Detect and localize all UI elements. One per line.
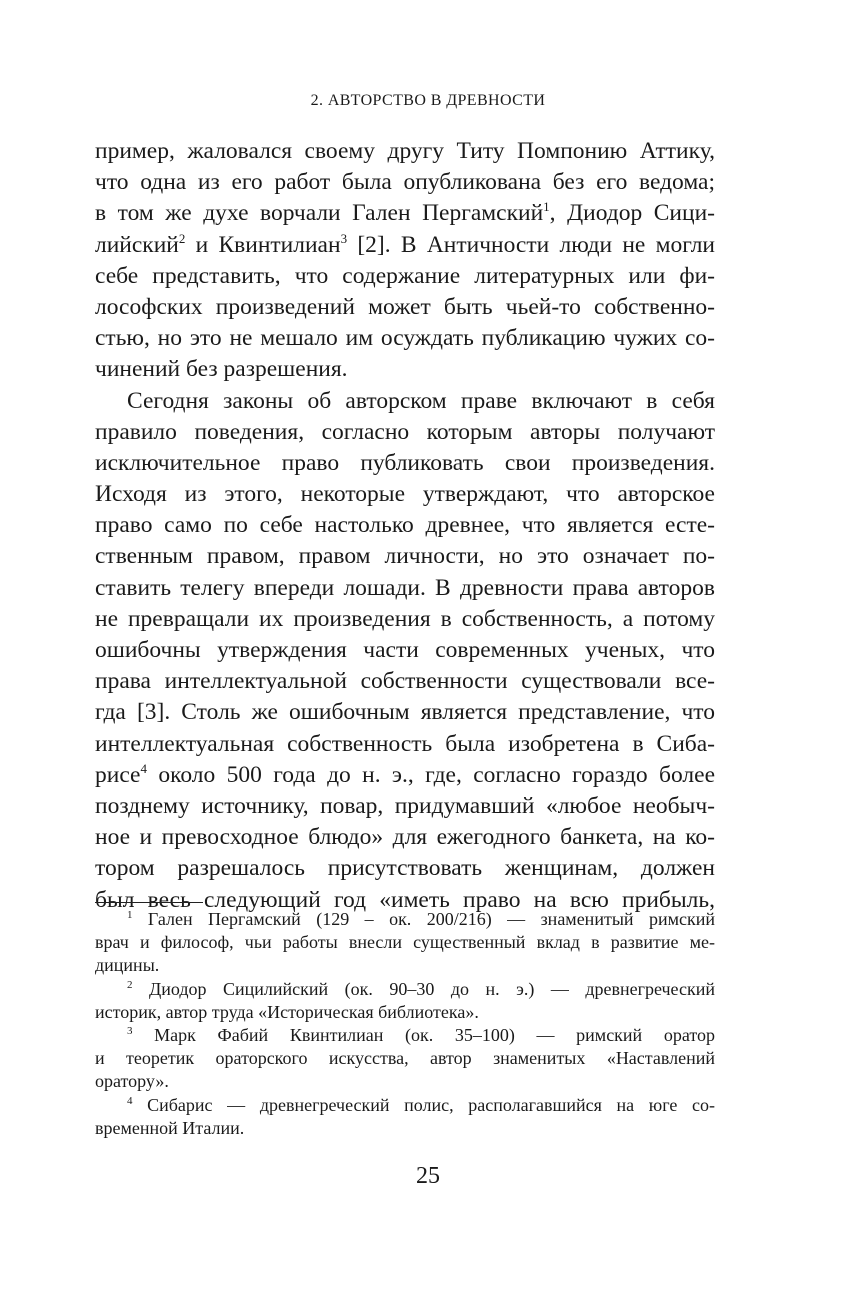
text-line: был весь следующий год «иметь право на всю прибыль, [95, 886, 715, 913]
footnote-line [95, 978, 715, 1001]
text-line: себе представить, что содержание литературных или фи- [95, 262, 715, 289]
footnote-text: Сибарис — древнегреческий полис, располагавшийся на юге со- [132, 1094, 715, 1115]
footnote-line [95, 1024, 715, 1047]
text-line [95, 198, 715, 229]
text-line: позднему источнику, повар, придумавший «любое необыч- [95, 792, 715, 819]
text-line: пример, жаловался своему другу Титу Помпонию Аттику, [95, 138, 715, 164]
text-line: ошибочны утверждения части современных ученых, что [95, 637, 715, 663]
footnote-line: врач и философ, чьи работы внесли существенный вклад в развитие ме- [95, 932, 715, 953]
text-line: права интеллектуальной собственности существовали все- [95, 668, 715, 695]
text-line [95, 760, 715, 791]
text-line: ставить телегу впереди лошади. В древности права авторов [95, 574, 715, 601]
text-line: что одна из его работ была опубликована без его ведома; [95, 169, 715, 196]
main-text [95, 136, 715, 916]
footnote-number: 2 [127, 978, 133, 991]
text-line: чинений без разрешения. [95, 356, 348, 383]
text-line: лософских произведений может быть чьей-то собственно- [95, 293, 715, 320]
text-line: ное и превосходное блюдо» для ежегодного банкета, на ко- [95, 824, 715, 851]
footnote [95, 908, 715, 978]
page-number: 25 [416, 1163, 440, 1189]
footnote-ref[interactable]: 4 [140, 760, 147, 776]
text-line: право само по себе настолько древнее, что является есте- [95, 512, 715, 539]
footnote [95, 1094, 715, 1140]
text-line: исключительное право публиковать свои произведения. [95, 449, 715, 476]
footnote-number: 3 [127, 1024, 133, 1037]
footnotes [95, 908, 715, 1140]
footnote-line [95, 908, 715, 931]
footnote [95, 978, 715, 1024]
footnote-line: оратору». [95, 1071, 169, 1092]
text-fragment: около 500 года до н. э., где, согласно гораздо более [146, 761, 715, 788]
running-head: 2. АВТОРСТВО В ДРЕВНОСТИ [310, 92, 546, 109]
footnote-number: 1 [127, 909, 133, 921]
text-line: ственным правом, правом личности, но это означает по- [95, 543, 715, 570]
text-line: интеллектуальная собственность была изобретена в Сиба- [95, 730, 715, 757]
text-line: тором разрешалось присутствовать женщинам, должен [95, 855, 715, 882]
text-line [95, 230, 715, 261]
footnote-text: Гален Пергамский (129 – ок. 200/216) — знаменитый римский [132, 909, 715, 929]
text-fragment: в том же духе ворчали Гален Пергамский [95, 200, 544, 227]
footnote-divider [95, 902, 203, 903]
footnote-ref[interactable]: 1 [543, 199, 550, 215]
text-fragment: [2]. В Античности люди не могли [347, 231, 715, 258]
text-line: Исходя из этого, некоторые утверждают, что авторское [95, 481, 715, 508]
footnote [95, 1024, 715, 1094]
text-fragment: лийский [95, 231, 179, 258]
footnote-ref[interactable]: 3 [340, 230, 348, 246]
footnote-text: Диодор Сицилийский (ок. 90–30 до н. э.) — древнегреческий [132, 978, 715, 999]
footnote-line [95, 1094, 715, 1117]
paragraph [95, 136, 715, 386]
footnote-line: и теоретик ораторского искусства, автор знаменитых «Наставлений [95, 1048, 715, 1069]
footnote-number: 4 [127, 1094, 133, 1107]
footnote-ref[interactable]: 2 [178, 230, 186, 246]
text-fragment: рисе [95, 761, 141, 788]
footnote-text: Марк Фабий Квинтилиан (ок. 35–100) — римский оратор [132, 1024, 715, 1045]
text-line: стью, но это не мешало им осуждать публикацию чужих со- [95, 325, 715, 352]
text-line: гда [3]. Столь же ошибочным является представление, что [95, 699, 715, 726]
text-line: не превращали их произведения в собственность, а потому [95, 605, 715, 632]
footnote-line: историк, автор труда «Историческая библиотека». [95, 1001, 479, 1022]
footnote-line: временной Италии. [95, 1117, 245, 1138]
paragraph [95, 386, 715, 916]
text-line: Сегодня законы об авторском праве включают в себя [127, 387, 715, 414]
text-fragment: , Диодор Сици- [549, 200, 715, 227]
footnote-line: дицины. [95, 955, 160, 976]
text-line: правило поведения, согласно которым авторы получают [95, 418, 715, 445]
text-fragment: и Квинтилиан [185, 231, 341, 258]
